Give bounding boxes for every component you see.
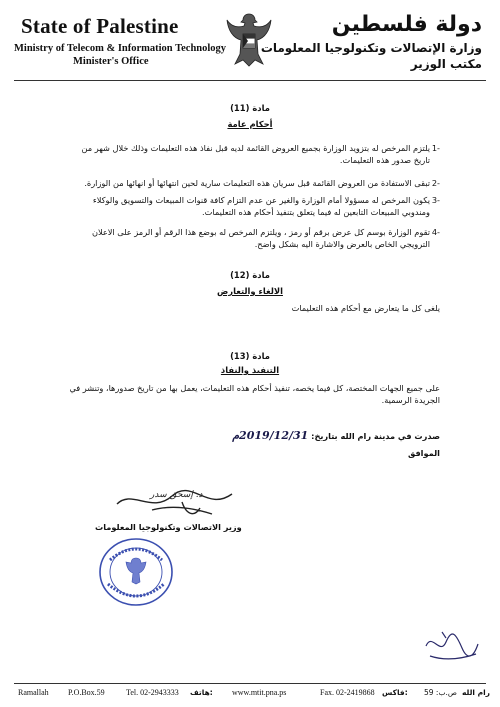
issued-prefix: صدرت في مدينة رام الله بتاريخ:	[311, 431, 440, 441]
header-ar-title: دولة فلسطين	[331, 12, 482, 37]
footer-pobox-en: P.O.Box.59	[68, 688, 105, 697]
article-11-subheading: أحكام عامة	[227, 119, 273, 129]
footer-fax: Fax. 02-2419868	[320, 688, 375, 697]
article-13-text: على جميع الجهات المختصة، كل فيما يخصه، تنفيذ أحكام هذه التعليمات، يعمل بها من تاريخ صدورها، وتنشر في الجريدة الرسمية.	[69, 383, 440, 405]
signatory-name: د. إسحق سدر	[150, 490, 203, 500]
item-number: -3	[431, 195, 440, 205]
footer-tel-ar: هاتف:	[190, 688, 213, 697]
issued-line	[60, 430, 440, 442]
handwritten-signature	[112, 484, 262, 524]
initials-scribble	[422, 626, 482, 666]
item-number: -2	[431, 178, 440, 188]
item-text: يكون المرخص له مسؤولا أمام الوزارة والغير عن عدم التزام كافة قنوات المبيعات والتسويق والوكلاء ومندوبي المبيعات التابعين له فيما يتعلق بتنفيذ أحكام هذه التعليمات.	[92, 195, 430, 217]
header-en-office: Minister's Office	[73, 56, 149, 67]
article-11-heading: مادة (11)	[230, 103, 270, 113]
article-12-heading: مادة (12)	[230, 270, 270, 280]
header-divider	[14, 80, 486, 81]
footer-tel: Tel. 02-2943333	[126, 688, 179, 697]
ministry-stamp	[96, 536, 176, 608]
signatory-title: وزير الاتصالات وتكنولوجيا المعلومات	[95, 522, 242, 532]
article-11-item-1	[70, 142, 440, 166]
item-text: تقوم الوزارة بوسم كل عرض برقم أو رمز ، ويلتزم المرخص له بوضع هذا الرقم أو الرمز على الاعلان الترويجي الخاص بالعرض والاشارة اليه بشكل واضح.	[91, 227, 430, 249]
article-11-item-4	[70, 226, 440, 250]
header-en-title: State of Palestine	[21, 14, 179, 38]
issued-date: 2019/12/31م	[232, 429, 309, 442]
footer-city-ar: رام الله	[462, 688, 490, 697]
article-11-item-3	[70, 194, 440, 218]
palestine-eagle-emblem-icon	[225, 10, 273, 68]
item-number: -4	[431, 227, 440, 237]
footer-city-en: Ramallah	[18, 688, 49, 697]
header-ar-office: مكتب الوزير	[410, 57, 482, 71]
header-en-ministry: Ministry of Telecom & Information Technology	[14, 43, 227, 54]
footer-fax-ar: فاكس:	[382, 688, 408, 697]
header-ar-ministry: وزارة الإتصالات وتكنولوجيا المعلومات	[260, 41, 482, 55]
article-12-text: يلغى كل ما يتعارض مع أحكام هذه التعليمات	[291, 303, 440, 313]
article-13-subheading: التنفيذ والنفاذ	[220, 365, 280, 375]
footer-website: www.mtit.pna.ps	[232, 688, 287, 697]
item-number: -1	[431, 143, 440, 153]
footer-pobox-ar: ص.ب: 59	[424, 688, 457, 697]
article-13-heading: مادة (13)	[230, 351, 270, 361]
item-text: تبقى الاستفادة من العروض القائمة قبل سريان هذه التعليمات سارية لحين انتهائها أو انهائها من الوزارة.	[84, 178, 430, 188]
footer-divider	[14, 683, 486, 684]
article-11-item-2	[70, 177, 440, 189]
approved-label: الموافق	[407, 448, 440, 458]
item-text: يلتزم المرخص له بتزويد الوزارة بجميع العروض القائمة لديه قبل نفاذ هذه التعليمات وذلك خلال شهر من تاريخ صدور هذه التعليمات.	[81, 143, 430, 165]
article-12-subheading: الالغاء والتعارض	[217, 286, 283, 296]
